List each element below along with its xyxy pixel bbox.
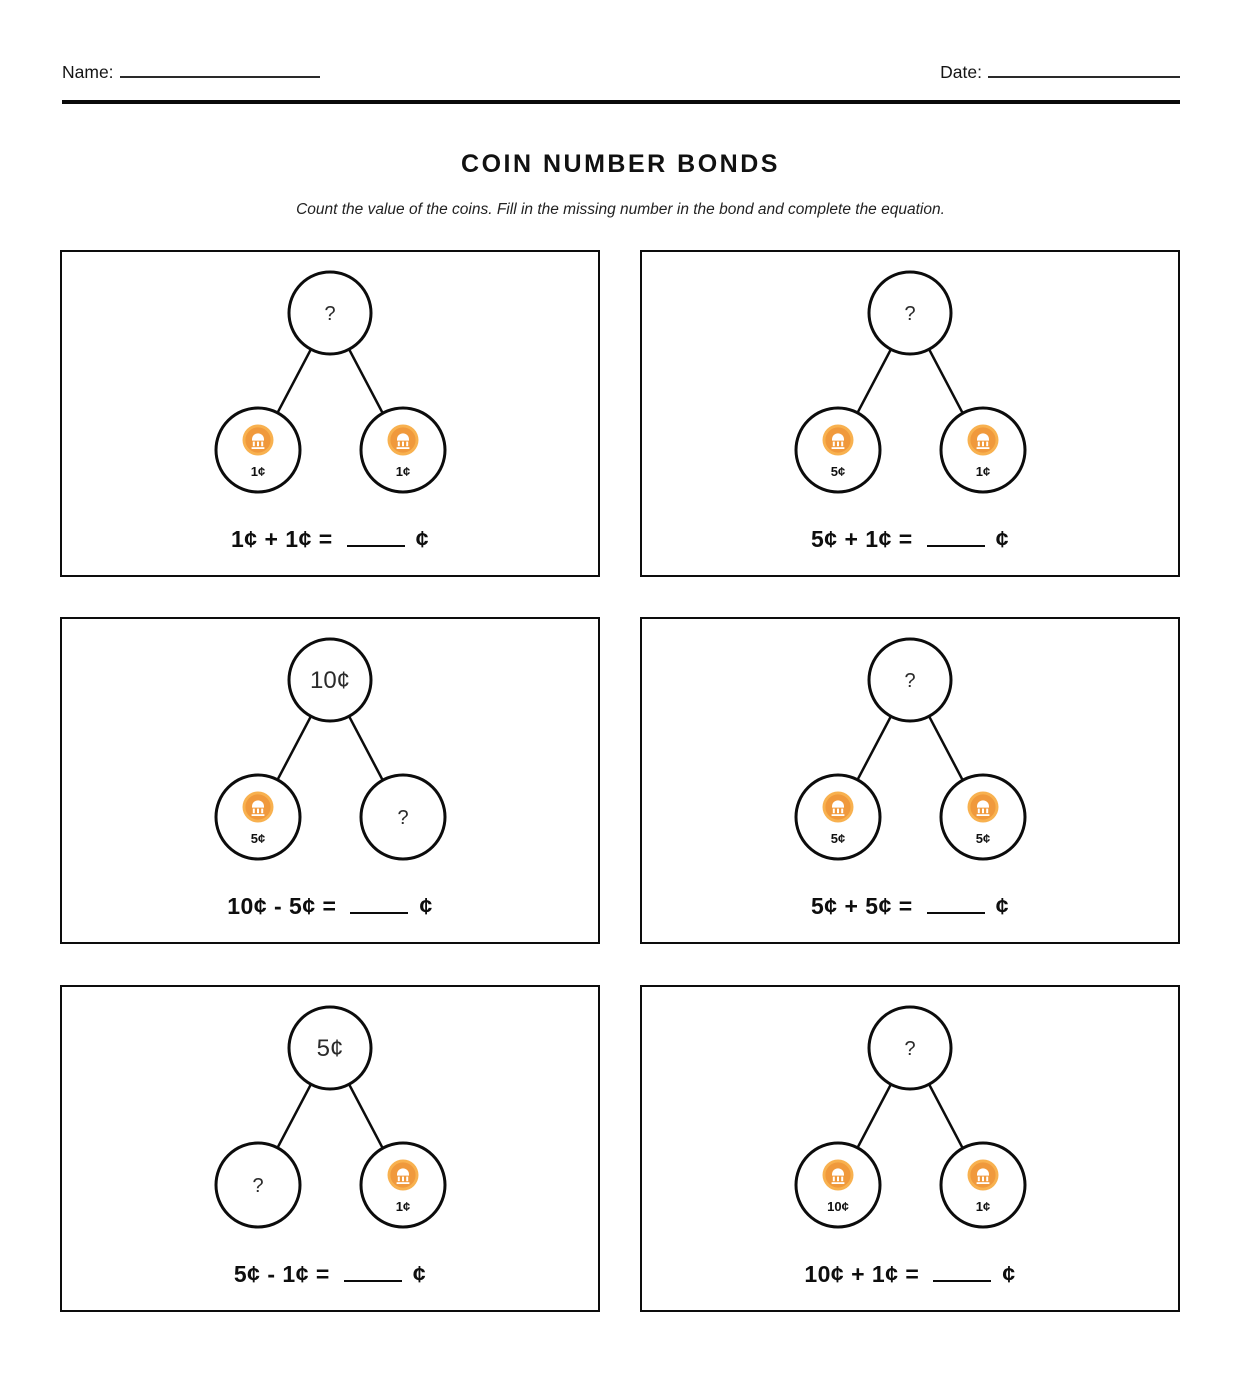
number-bond-diagram <box>62 619 597 871</box>
equation-answer-blank <box>927 533 985 547</box>
right-node <box>941 775 1025 859</box>
right-branch-line <box>349 1084 382 1148</box>
bank-coin-icon <box>388 425 419 456</box>
top-node-value: 10¢ <box>309 667 351 694</box>
equation-answer-blank <box>347 533 405 547</box>
bank-coin-icon <box>243 425 274 456</box>
bond-panel-5 <box>60 985 600 1312</box>
equation-lhs: 5¢ + 5¢ = <box>811 893 913 919</box>
coin-value-label: 1¢ <box>975 464 991 479</box>
left-branch-line <box>278 716 311 780</box>
equation-lhs: 1¢ + 1¢ = <box>231 526 333 552</box>
right-node <box>361 408 445 492</box>
top-node-value: 5¢ <box>316 1035 344 1062</box>
equation-cent-sign: ¢ <box>1002 1261 1016 1287</box>
right-branch-line <box>929 1084 962 1148</box>
equation <box>62 526 598 553</box>
left-branch-line <box>858 349 891 413</box>
right-node <box>941 408 1025 492</box>
equation <box>642 893 1178 920</box>
equation <box>642 1261 1178 1288</box>
right-branch-line <box>929 349 962 413</box>
number-bond-diagram <box>62 987 597 1239</box>
coin-value-label: 1¢ <box>395 464 411 479</box>
number-bond-diagram <box>642 252 1177 504</box>
bond-panel-1 <box>60 250 600 577</box>
bank-coin-icon <box>823 425 854 456</box>
bank-coin-icon <box>968 1160 999 1191</box>
number-bond-diagram <box>642 987 1177 1239</box>
left-branch-line <box>858 1084 891 1148</box>
right-branch-line <box>349 716 382 780</box>
right-branch-line <box>929 716 962 780</box>
left-node <box>216 775 300 859</box>
bank-coin-icon <box>388 1160 419 1191</box>
coin-value-label: 1¢ <box>975 1199 991 1214</box>
coin-value-label: 5¢ <box>975 831 991 846</box>
left-node <box>216 408 300 492</box>
equation-cent-sign: ¢ <box>412 1261 427 1287</box>
bank-coin-icon <box>968 425 999 456</box>
equation-answer-blank <box>927 900 985 914</box>
equation-lhs: 10¢ - 5¢ = <box>227 893 337 919</box>
left-branch-line <box>278 349 311 413</box>
right-node <box>941 1143 1025 1227</box>
equation-answer-blank <box>350 900 408 914</box>
date-blank-line <box>988 64 1180 78</box>
equation-answer-blank <box>344 1268 402 1282</box>
equation-cent-sign: ¢ <box>415 526 429 552</box>
name-blank-line <box>120 64 320 78</box>
equation-cent-sign: ¢ <box>419 893 433 919</box>
equation-lhs: 5¢ - 1¢ = <box>233 1261 330 1287</box>
bank-coin-icon <box>243 792 274 823</box>
header <box>62 62 1180 83</box>
left-node <box>796 1143 880 1227</box>
bond-panel-3 <box>60 617 600 944</box>
left-node <box>796 775 880 859</box>
equation-answer-blank <box>933 1268 991 1282</box>
left-node <box>216 1143 300 1227</box>
equation <box>62 893 598 920</box>
date-label: Date: <box>940 62 982 82</box>
equation-lhs: 5¢ + 1¢ = <box>811 526 913 552</box>
date-field <box>940 62 1180 83</box>
coin-value-label: 1¢ <box>395 1199 411 1214</box>
bond-panel-6 <box>640 985 1180 1312</box>
equation-cent-sign: ¢ <box>995 893 1009 919</box>
coin-value-label: 5¢ <box>830 464 846 479</box>
top-node-value: ? <box>324 303 336 325</box>
bank-coin-icon <box>968 792 999 823</box>
equation <box>62 1261 598 1288</box>
bank-coin-icon <box>823 792 854 823</box>
number-bond-diagram <box>62 252 597 504</box>
top-node-value: ? <box>904 1038 916 1060</box>
coin-value-label: 1¢ <box>250 464 266 479</box>
right-node <box>361 1143 445 1227</box>
instructions-text: Count the value of the coins. Fill in the missing number in the bond and complete the equation. <box>296 201 945 218</box>
top-node-value: ? <box>904 670 916 692</box>
left-node <box>796 408 880 492</box>
coin-value-label: 5¢ <box>830 831 846 846</box>
left-branch-line <box>858 716 891 780</box>
equation-cent-sign: ¢ <box>995 526 1009 552</box>
bank-coin-icon <box>823 1160 854 1191</box>
header-divider <box>62 100 1180 104</box>
bond-panel-2 <box>640 250 1180 577</box>
bond-panel-4 <box>640 617 1180 944</box>
equation-lhs: 10¢ + 1¢ = <box>804 1261 920 1287</box>
coin-value-label: 10¢ <box>827 1199 849 1214</box>
number-bond-diagram <box>642 619 1177 871</box>
question-mark: ? <box>397 807 409 829</box>
coin-value-label: 5¢ <box>250 831 266 846</box>
right-branch-line <box>349 349 382 413</box>
question-mark: ? <box>252 1175 264 1197</box>
name-label: Name: <box>62 62 114 82</box>
equation <box>642 526 1178 553</box>
page-title: COIN NUMBER BONDS <box>461 150 780 178</box>
name-field <box>62 62 320 83</box>
right-node <box>361 775 445 859</box>
top-node-value: ? <box>904 303 916 325</box>
left-branch-line <box>278 1084 311 1148</box>
